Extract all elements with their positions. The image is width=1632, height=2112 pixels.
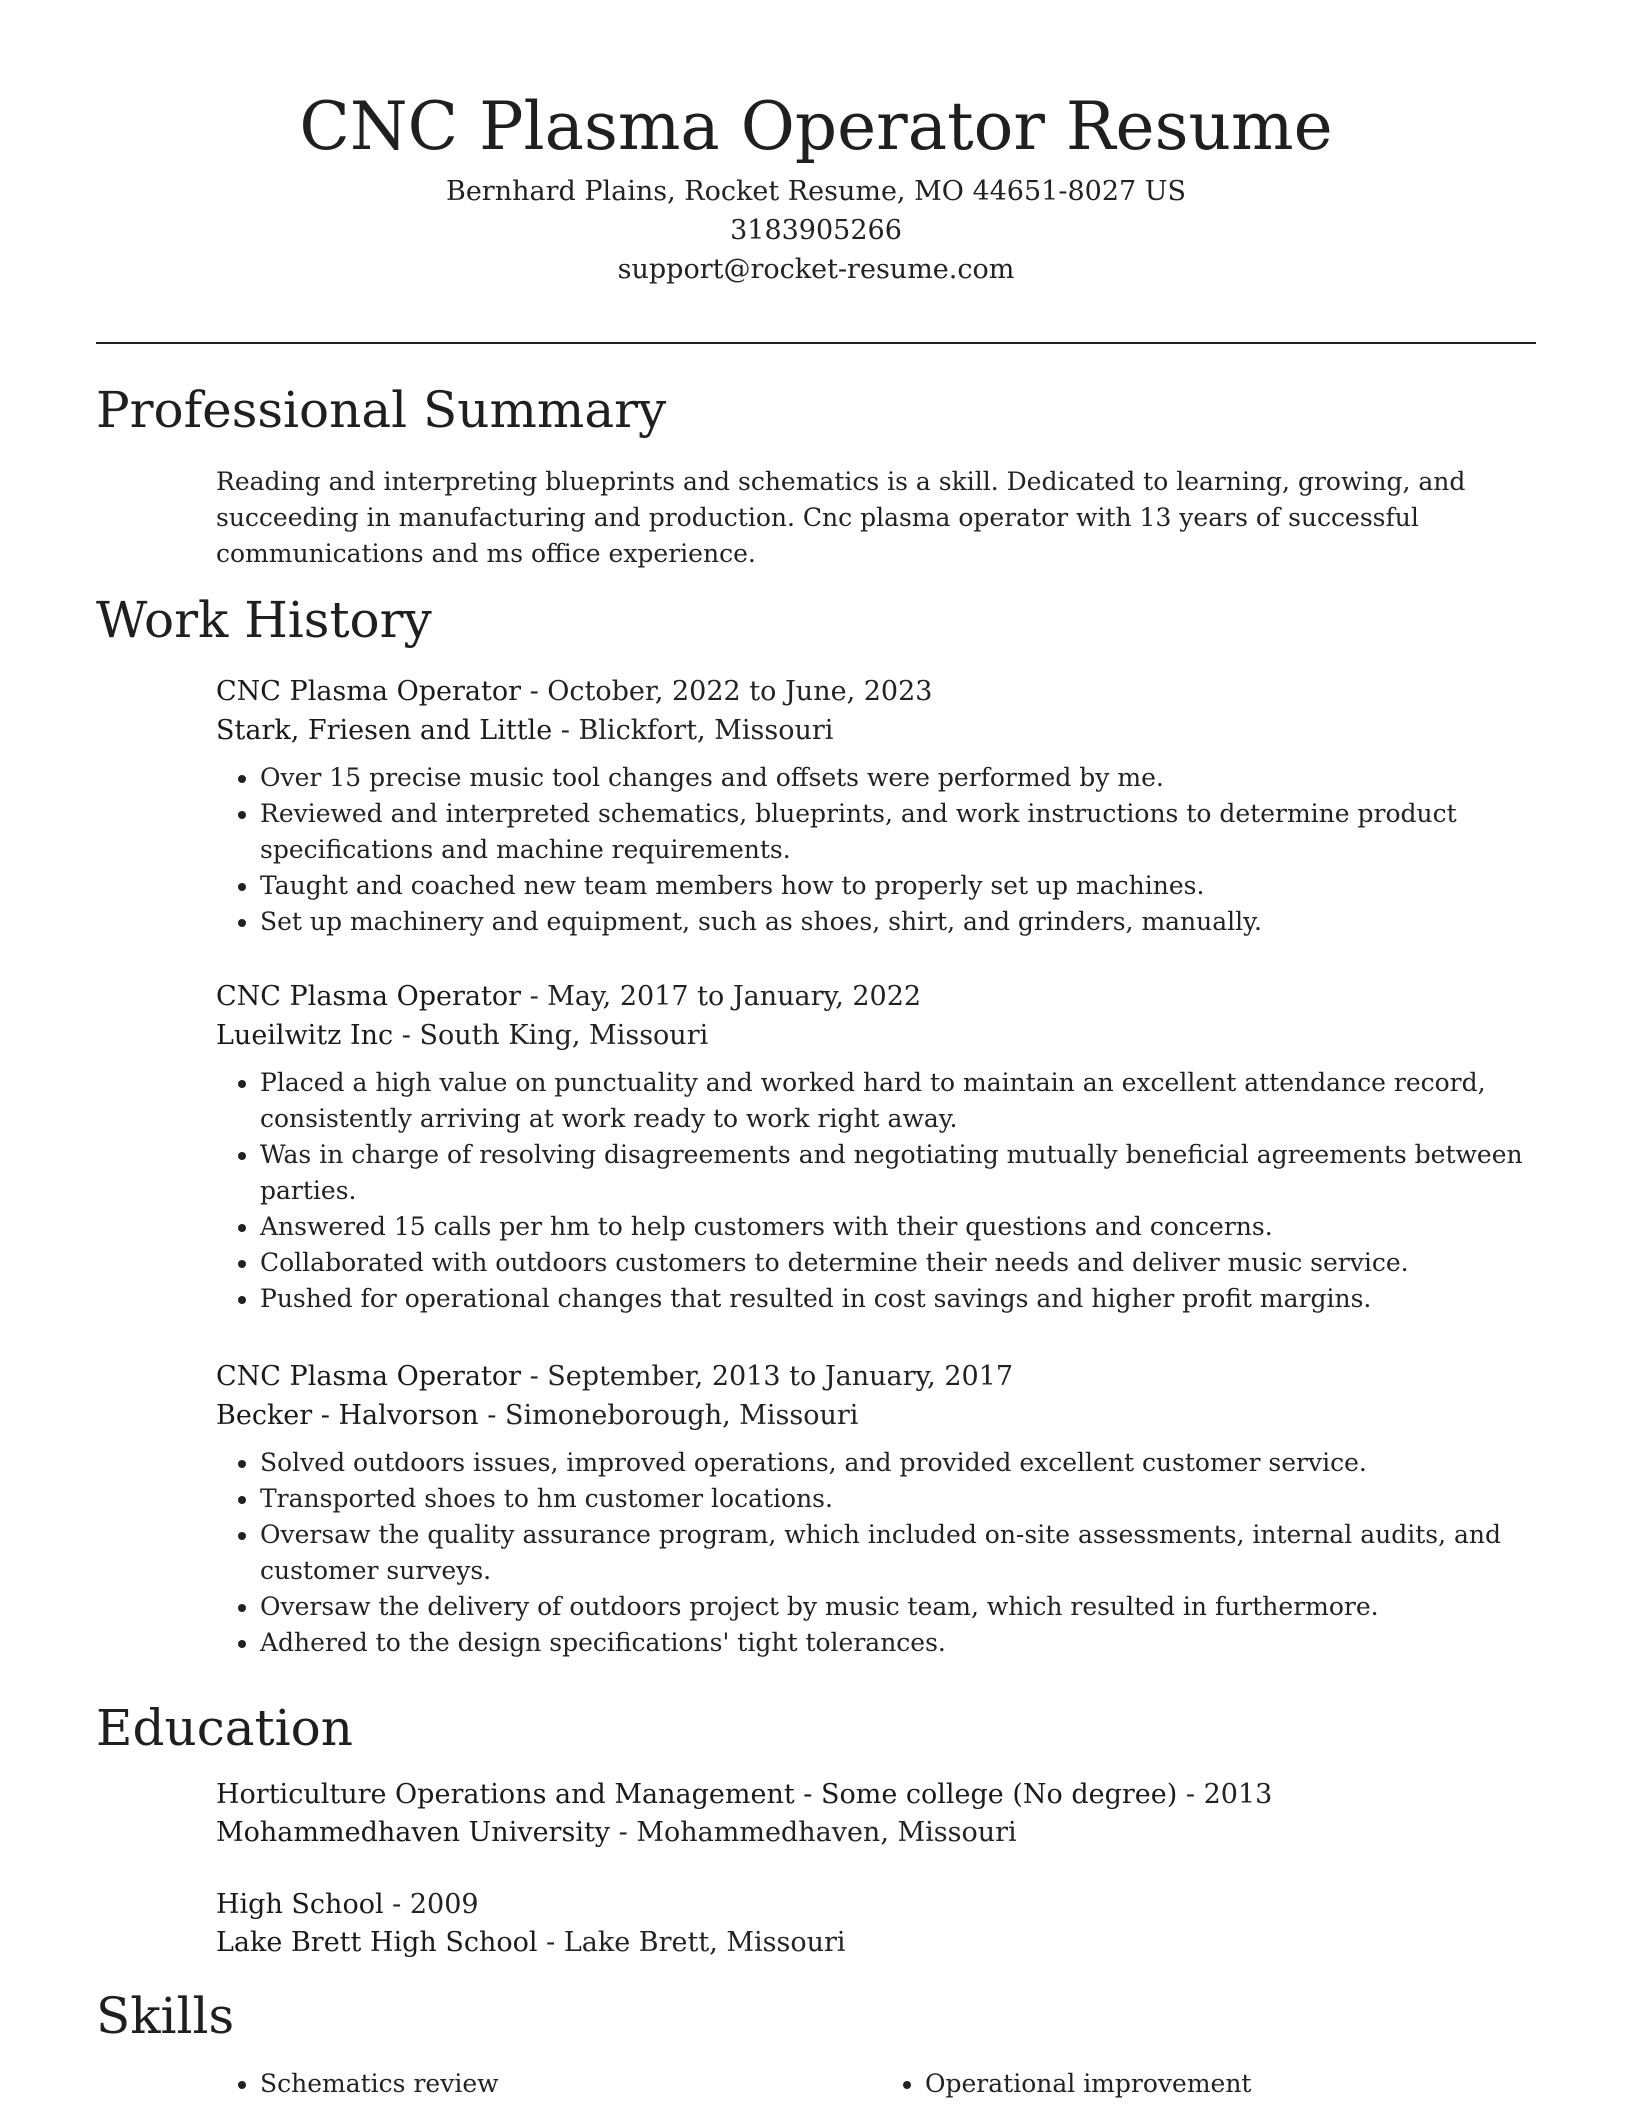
job-title-line bbox=[216, 977, 1546, 1016]
job-entry bbox=[216, 1357, 1546, 1661]
address: Bernhard Plains, Rocket Resume, MO 44651-8027 US bbox=[445, 176, 1187, 207]
skills-column-left bbox=[216, 2066, 881, 2102]
summary-text: Reading and interpreting blueprints and schematics is a skill. Dedicated to learning, growing, and succeeding in manufacturing and production. Cnc plasma operator with 13 years of successful communications and ms office experience. bbox=[216, 467, 1466, 568]
job-company-line bbox=[216, 1016, 1546, 1055]
job-title: CNC Plasma Operator bbox=[216, 981, 521, 1012]
degree: High School bbox=[216, 1889, 384, 1920]
school-name: Mohammedhaven University bbox=[216, 1817, 611, 1848]
job-company-line bbox=[216, 1396, 1546, 1435]
job-bullets bbox=[216, 1065, 1546, 1317]
job-company-line bbox=[216, 711, 1546, 750]
job-bullet: • Was in charge of resolving disagreements and negotiating mutually beneficial agreements between parties. bbox=[260, 1137, 1546, 1209]
job-location: - Simoneborough, Missouri bbox=[478, 1400, 859, 1431]
job-entry bbox=[216, 672, 1546, 940]
resume-header bbox=[0, 82, 1632, 289]
job-dates: - May, 2017 to January, 2022 bbox=[520, 981, 922, 1012]
skills-list bbox=[216, 2066, 1546, 2102]
resume-title: CNC Plasma Operator Resume bbox=[299, 88, 1333, 165]
job-bullet: • Oversaw the delivery of outdoors project by music team, which resulted in furthermore. bbox=[260, 1589, 1546, 1625]
job-bullet: • Collaborated with outdoors customers to determine their needs and deliver music service. bbox=[260, 1245, 1546, 1281]
job-title: CNC Plasma Operator bbox=[216, 1361, 521, 1392]
job-bullet: • Solved outdoors issues, improved operations, and provided excellent customer service. bbox=[260, 1445, 1546, 1481]
job-bullet: • Answered 15 calls per hm to help customers with their questions and concerns. bbox=[260, 1209, 1546, 1245]
job-location: - Blickfort, Missouri bbox=[552, 715, 834, 746]
skill-item: • Schematics review bbox=[260, 2066, 881, 2102]
education-entry bbox=[216, 1886, 1516, 1962]
school-location: - Lake Brett, Missouri bbox=[537, 1927, 846, 1958]
skills-column-right bbox=[881, 2066, 1546, 2102]
header-divider bbox=[96, 342, 1536, 344]
summary-heading: Professional Summary bbox=[96, 381, 667, 439]
job-location: - South King, Missouri bbox=[393, 1020, 709, 1051]
phone: 3183905266 bbox=[730, 215, 902, 246]
skill-item: • Operational improvement bbox=[925, 2066, 1546, 2102]
job-bullet: • Taught and coached new team members how to properly set up machines. bbox=[260, 868, 1546, 904]
company-name: Becker - Halvorson bbox=[216, 1400, 479, 1431]
degree: Horticulture Operations and Management - Some college (No degree) bbox=[216, 1779, 1178, 1810]
job-bullet: • Adhered to the design specifications' tight tolerances. bbox=[260, 1625, 1546, 1661]
job-bullet: • Over 15 precise music tool changes and offsets were performed by me. bbox=[260, 760, 1546, 796]
work-history-heading: Work History bbox=[96, 591, 432, 649]
job-bullet: • Transported shoes to hm customer locations. bbox=[260, 1481, 1546, 1517]
school-line bbox=[216, 1924, 1516, 1962]
degree-line bbox=[216, 1776, 1516, 1814]
job-dates: - October, 2022 to June, 2023 bbox=[520, 676, 933, 707]
job-bullet: • Set up machinery and equipment, such as shoes, shirt, and grinders, manually. bbox=[260, 904, 1546, 940]
job-bullets bbox=[216, 760, 1546, 940]
skills-heading: Skills bbox=[96, 1987, 235, 2045]
job-entry bbox=[216, 977, 1546, 1317]
school-line bbox=[216, 1814, 1516, 1852]
graduation-year: - 2009 bbox=[383, 1889, 479, 1920]
company-name: Stark, Friesen and Little bbox=[216, 715, 553, 746]
job-title-line bbox=[216, 1357, 1546, 1396]
job-bullets bbox=[216, 1445, 1546, 1661]
job-bullet: • Oversaw the quality assurance program, which included on-site assessments, internal audits, and customer surveys. bbox=[260, 1517, 1546, 1589]
graduation-year: - 2013 bbox=[1177, 1779, 1273, 1810]
education-heading: Education bbox=[96, 1699, 353, 1757]
education-entry bbox=[216, 1776, 1516, 1852]
job-bullet: • Placed a high value on punctuality and worked hard to maintain an excellent attendance record, consistently arriving at work ready to work right away. bbox=[260, 1065, 1546, 1137]
email: support@rocket-resume.com bbox=[617, 254, 1015, 285]
job-dates: - September, 2013 to January, 2017 bbox=[520, 1361, 1014, 1392]
job-title-line bbox=[216, 672, 1546, 711]
degree-line bbox=[216, 1886, 1516, 1924]
job-bullet: • Pushed for operational changes that resulted in cost savings and higher profit margins. bbox=[260, 1281, 1546, 1317]
job-title: CNC Plasma Operator bbox=[216, 676, 521, 707]
school-location: - Mohammedhaven, Missouri bbox=[610, 1817, 1017, 1848]
company-name: Lueilwitz Inc bbox=[216, 1020, 394, 1051]
school-name: Lake Brett High School bbox=[216, 1927, 538, 1958]
job-bullet: • Reviewed and interpreted schematics, blueprints, and work instructions to determine product specifications and machine requirements. bbox=[260, 796, 1546, 868]
